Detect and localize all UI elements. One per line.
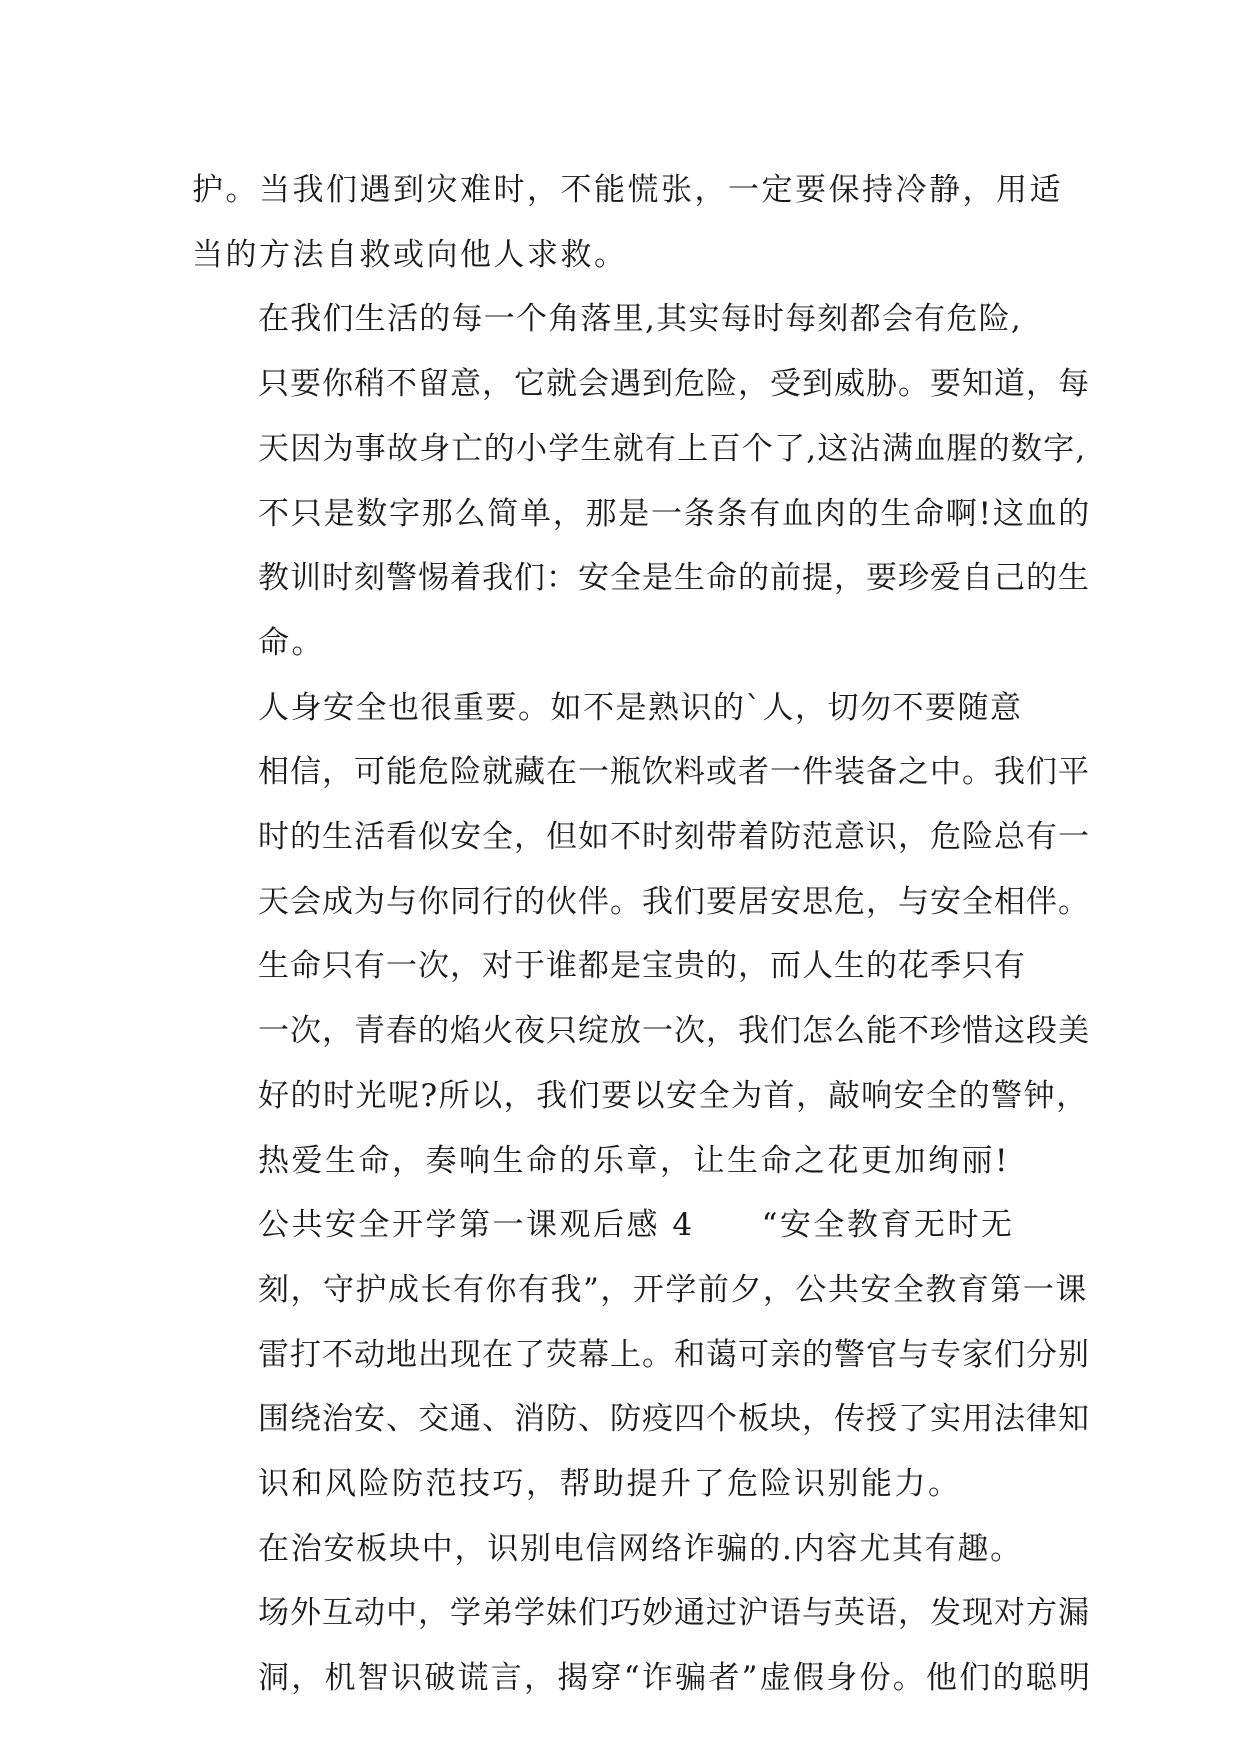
text-line: 时的生活看似安全，但如不时刻带着防范意识，危险总有一 <box>258 819 1090 856</box>
text-line: 雷打不动地出现在了荧幕上。和蔼可亲的警官与专家们分别 <box>258 1336 1090 1373</box>
document-body <box>192 158 1092 1711</box>
paragraph <box>192 934 1092 1193</box>
paragraph <box>192 158 1092 287</box>
paragraph <box>192 676 1092 935</box>
text-line: 一次，青春的焰火夜只绽放一次，我们怎么能不珍惜这段美 <box>258 1013 1090 1050</box>
paragraph <box>192 1517 1092 1711</box>
text-line: 命。 <box>258 624 325 661</box>
text-line: 围绕治安、交通、消防、防疫四个板块，传授了实用法律知 <box>258 1401 1090 1438</box>
paragraph <box>192 1193 1092 1517</box>
text-line: 教训时刻警惕着我们：安全是生命的前提，要珍爱自己的生 <box>258 560 1090 597</box>
text-line: 识和风险防范技巧，帮助提升了危险识别能力。 <box>258 1466 962 1503</box>
text-line: 护。当我们遇到灾难时，不能慌张，一定要保持冷静，用适 <box>192 172 1063 208</box>
text-line: 只要你稍不留意，它就会遇到危险，受到威胁。要知道，每 <box>258 366 1090 403</box>
text-line: 在我们生活的每一个角落里,其实每时每刻都会有危险, <box>258 301 1022 338</box>
text-line: 当的方法自救或向他人求救。 <box>192 236 628 273</box>
text-line: 在治安板块中，识别电信网络诈骗的.内容尤其有趣。 <box>258 1530 1023 1567</box>
paragraph <box>192 287 1092 675</box>
text-line: 刻，守护成长有你有我”，开学前夕，公共安全教育第一课 <box>258 1271 1088 1308</box>
text-line: 场外互动中，学弟学妹们巧妙通过沪语与英语，发现对方漏 <box>258 1595 1090 1632</box>
text-line: 天因为事故身亡的小学生就有上百个了,这沾满血腥的数字, <box>258 430 1087 467</box>
text-line: 相信，可能危险就藏在一瓶饮料或者一件装备之中。我们平 <box>258 754 1090 791</box>
text-line: 生命只有一次，对于谁都是宝贵的，而人生的花季只有 <box>258 948 1026 985</box>
text-line: 洞，机智识破谎言，揭穿“诈骗者”虚假身份。他们的聪明 <box>258 1660 1093 1697</box>
text-line: 好的时光呢?所以，我们要以安全为首，敲响安全的警钟， <box>258 1077 1089 1114</box>
text-line: 不只是数字那么简单，那是一条条有血肉的生命啊!这血的 <box>258 495 1091 532</box>
text-line: 热爱生命，奏响生命的乐章，让生命之花更加绚丽! <box>258 1142 1010 1179</box>
text-line: 公共安全开学第一课观后感 4 “安全教育无时无 <box>258 1207 1015 1244</box>
text-line: 人身安全也很重要。如不是熟识的`人，切勿不要随意 <box>258 689 1023 726</box>
text-line: 天会成为与你同行的伙伴。我们要居安思危，与安全相伴。 <box>258 883 1090 920</box>
